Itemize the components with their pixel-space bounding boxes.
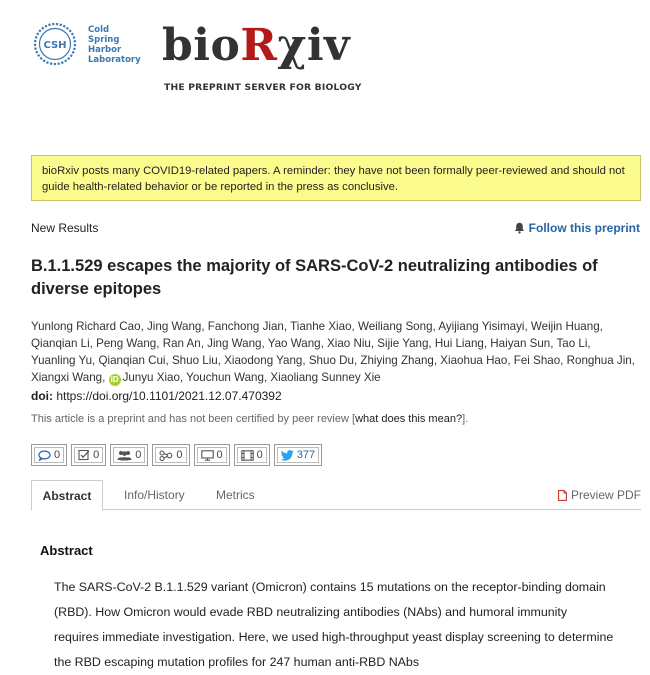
- authors-part-2[interactable]: Junyu Xiao, Youchun Wang, Xiaoliang Sunney Xie: [122, 371, 381, 384]
- csh-line: Harbor: [88, 45, 122, 55]
- preview-pdf-label: Preview PDF: [570, 488, 641, 502]
- metric-badges: [31, 444, 322, 466]
- tagline: THE PREPRINT SERVER FOR BIOLOGY: [164, 82, 362, 93]
- logo-r: R: [240, 20, 278, 71]
- badge-count: 0: [256, 449, 263, 461]
- logo-suffix: χiv: [277, 20, 351, 71]
- orcid-icon[interactable]: iD: [110, 375, 119, 384]
- video-badge[interactable]: [234, 444, 270, 466]
- article-tabs: [31, 480, 641, 510]
- site-header: [0, 0, 650, 110]
- csh-line: Spring: [88, 35, 120, 45]
- badge-count: 0: [216, 449, 223, 461]
- what-does-this-mean-link[interactable]: what does this mean?: [355, 413, 463, 425]
- csh-line: Laboratory: [88, 55, 141, 65]
- badge-count: 0: [176, 449, 183, 461]
- tab-abstract[interactable]: Abstract: [31, 480, 103, 511]
- badge-count: 0: [135, 449, 142, 461]
- film-icon: [241, 450, 254, 461]
- csh-wordmark[interactable]: [88, 25, 141, 65]
- twitter-badge[interactable]: [274, 444, 322, 466]
- twitter-icon: [281, 450, 294, 461]
- authors-part-1[interactable]: Yunlong Richard Cao, Jing Wang, Fanchong Jian, Tianhe Xiao, Weiliang Song, Ayijiang Yisimayi, Weijin Huang, Qianqian Li, Peng Wang, Ran An, Jing Wang, Yao Wang, Xiao Niu, Sijie Yang, Hui Liang, Haiyan Sun, Tao Li, Yuanling Yu, Qianqian Cui, Shuo Liu, Xiaodong Yang, Shuo Du, Zhiying Zhang, Xiaohua Hao, Fei Shao, Ronghua Jin, Xiangxi Wang,: [31, 320, 635, 384]
- follow-preprint-button[interactable]: [514, 221, 640, 235]
- logo-prefix: bio: [162, 20, 241, 71]
- csh-line: Cold: [88, 25, 110, 35]
- checkbox-icon: [78, 449, 90, 461]
- follow-label: Follow this preprint: [528, 221, 640, 235]
- badge-count: 0: [54, 449, 61, 461]
- users-icon: [117, 450, 132, 461]
- abstract-heading: Abstract: [40, 543, 93, 558]
- media-badge[interactable]: [194, 444, 230, 466]
- share-icon: [159, 450, 173, 461]
- connections-badge[interactable]: [152, 444, 189, 466]
- bell-icon: [514, 222, 525, 234]
- doi-label: doi:: [31, 389, 53, 403]
- reviews-badge[interactable]: [71, 444, 106, 466]
- section-label: New Results: [31, 221, 99, 235]
- disclaimer-end: ].: [462, 413, 469, 425]
- csh-badge-text: CSH: [43, 40, 67, 51]
- comments-badge[interactable]: [31, 444, 67, 466]
- community-badge[interactable]: [110, 444, 148, 466]
- article-title: B.1.1.529 escapes the majority of SARS-CoV-2 neutralizing antibodies of diverse epitopes: [31, 257, 598, 298]
- monitor-icon: [201, 450, 214, 461]
- csh-logo-icon[interactable]: [33, 22, 77, 66]
- biorxiv-logo[interactable]: [162, 21, 350, 71]
- tab-metrics[interactable]: Metrics: [216, 488, 255, 502]
- preview-pdf-button[interactable]: [558, 480, 641, 510]
- doi-link[interactable]: https://doi.org/10.1101/2021.12.07.470392: [56, 389, 282, 403]
- doi-line: [31, 389, 282, 403]
- pdf-icon: [558, 490, 567, 501]
- abstract-text: The SARS-CoV-2 B.1.1.529 variant (Omicron) contains 15 mutations on the receptor-binding domain (RBD). How Omicron would evade RBD neutralizing antibodies (NAbs) and humoral immunity requires immediate investigation. Here, we used high-throughput yeast display screening to determine the RBD escaping mutation profiles for 247 human anti-RBD NAbs: [54, 580, 614, 669]
- disclaimer-text: This article is a preprint and has not been certified by peer review [: [31, 413, 356, 425]
- badge-count: 0: [93, 449, 100, 461]
- author-list: [31, 318, 636, 386]
- tab-info-history[interactable]: Info/History: [124, 488, 185, 502]
- covid-notice: bioRxiv posts many COVID19-related papers. A reminder: they have not been formally peer-reviewed and should not guide health-related behavior or be reported in the press as conclusive.: [31, 155, 641, 201]
- badge-count: 377: [296, 449, 316, 461]
- preprint-disclaimer: [31, 413, 468, 425]
- comment-icon: [38, 450, 51, 461]
